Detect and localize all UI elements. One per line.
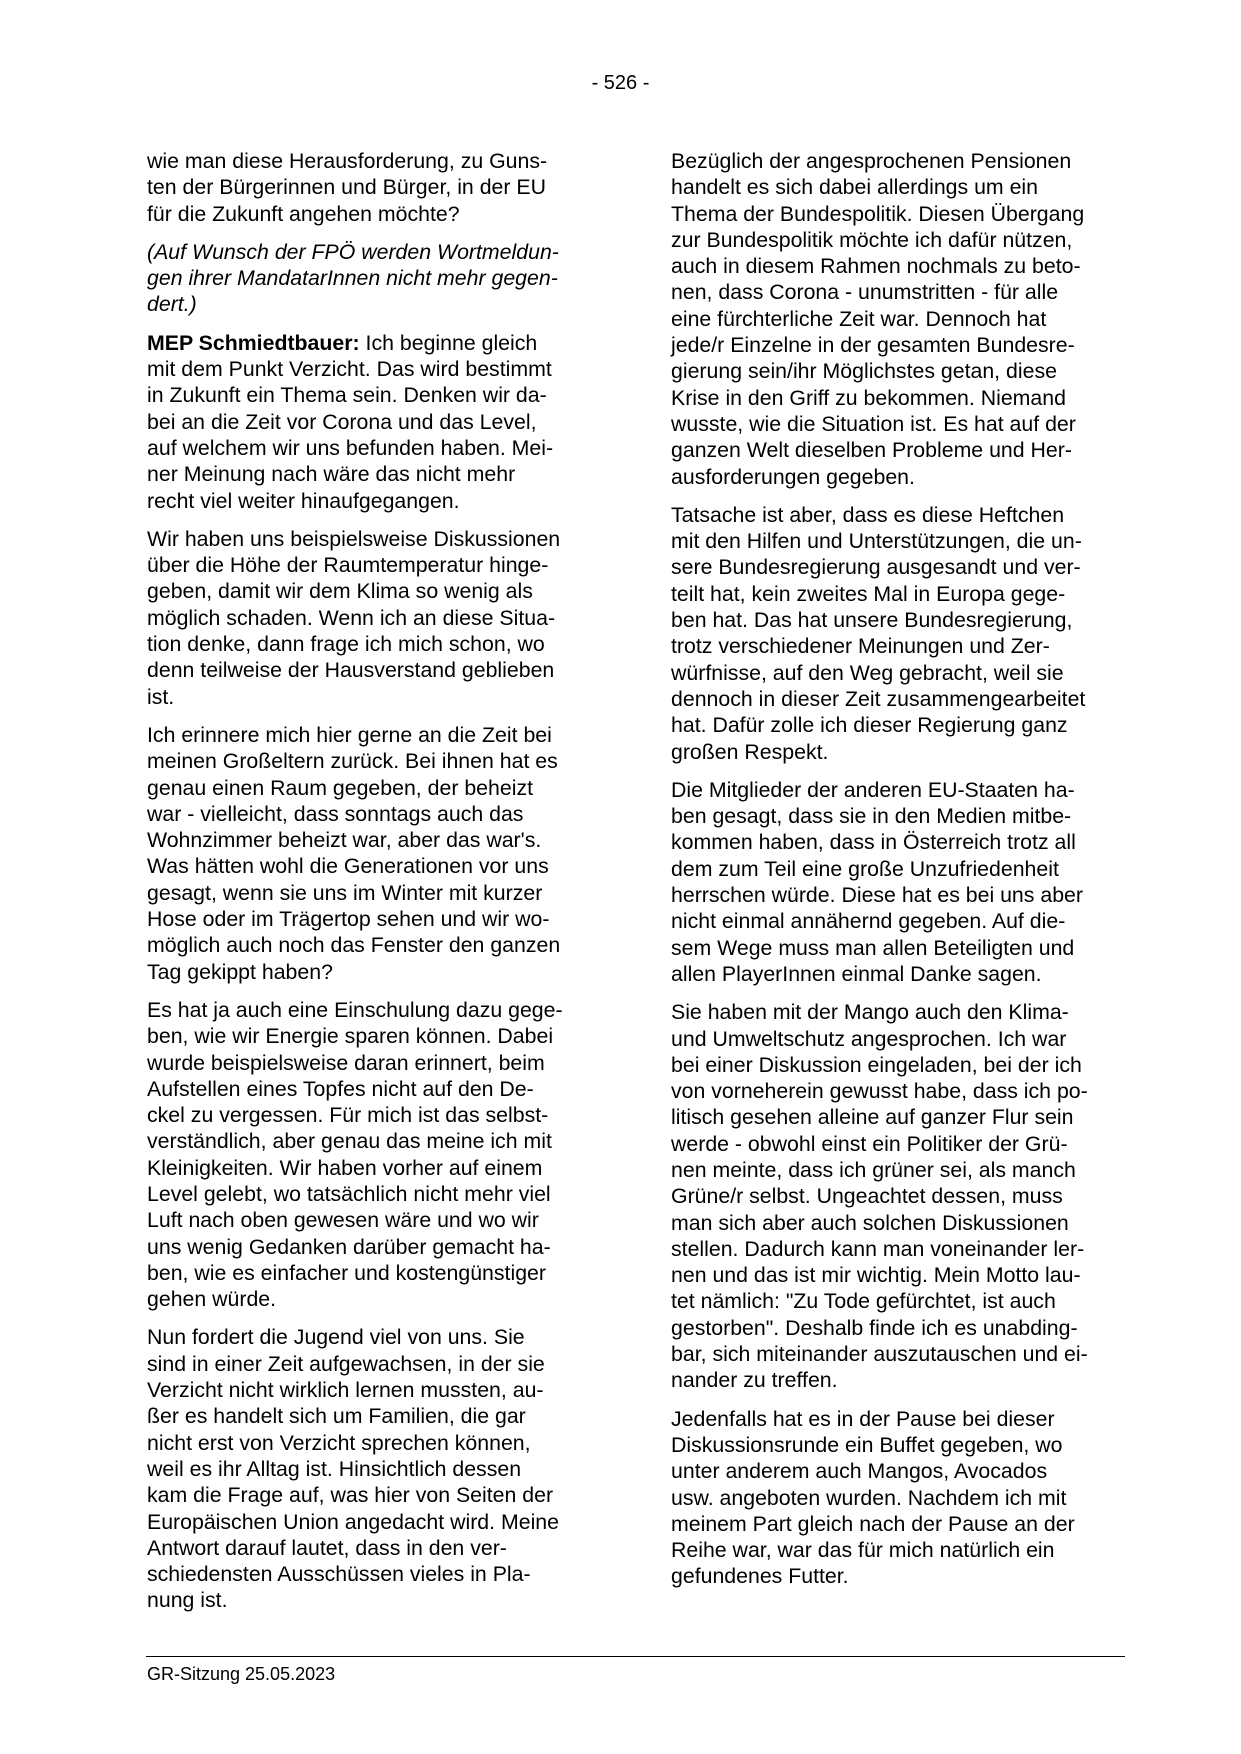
right-paragraph-4: Sie haben mit der Mango auch den Klima- und Umweltschutz angesprochen. Ich war bei einer Diskussion eingeladen, bei der ich von vorneherein gewusst habe, dass ich po- litisch gesehen alleine auf ganzer Flur sein werde - obwohl einst ein Politiker der Grü- nen meinte, dass ich grüner sei, als manch Grüne/r selbst. Ungeachtet dessen, muss man sich aber auch solchen Diskussionen stellen. Dadurch kann man voneinander ler- nen und das ist mir wichtig. Mein Motto lau- tet nämlich: "Zu Tode gefürchtet, ist auch gestorben". Deshalb finde ich es unabding- bar, sich miteinander auszutauschen und ei- nander zu treffen.	[671, 1000, 1088, 1393]
right-column	[671, 148, 1113, 1602]
editorial-note: (Auf Wunsch der FPÖ werden Wortmeldun- gen ihrer MandatarInnen nicht mehr gegen- dert.)	[147, 239, 559, 317]
left-paragraph-7: Nun fordert die Jugend viel von uns. Sie sind in einer Zeit aufgewachsen, in der sie Verzicht nicht wirklich lernen mussten, au- ßer es handelt sich um Familien, die gar nicht erst von Verzicht sprechen können, weil es ihr Alltag ist. Hinsichtlich dessen kam die Frage auf, was hier von Seiten der Europäischen Union angedacht wird. Meine Antwort darauf lautet, dass in den ver- schiedensten Ausschüssen vieles in Pla- nung ist.	[147, 1325, 559, 1613]
speaker-name: MEP Schmiedtbauer:	[147, 330, 360, 355]
right-paragraph-5: Jedenfalls hat es in der Pause bei dieser Diskussionsrunde ein Buffet gegeben, wo unter anderem auch Mangos, Avocados usw. angeboten wurden. Nachdem ich mit meinem Part gleich nach der Pause an der Reihe war, war das für mich natürlich ein gefundenes Futter.	[671, 1406, 1075, 1589]
left-paragraph-4: Wir haben uns beispielsweise Diskussionen über die Höhe der Raumtemperatur hinge- geben, damit wir dem Klima so wenig als möglich schaden. Wenn ich an diese Situa- tion denke, dann frage ich mich schon, wo denn teilweise der Hausverstand geblieben ist.	[147, 526, 561, 709]
left-paragraph-6: Es hat ja auch eine Einschulung dazu gege- ben, wie wir Energie sparen können. Dabei wurde beispielsweise daran erinnert, beim Aufstellen eines Topfes nicht auf den De- ckel zu vergessen. Für mich ist das selbst- verständlich, aber genau das meine ich mit Kleinigkeiten. Wir haben vorher auf einem Level gelebt, wo tatsächlich nicht mehr viel Luft nach oben gewesen wäre und wo wir uns wenig Gedanken darüber gemacht ha- ben, wie es einfacher und kostengünstiger gehen würde.	[147, 997, 563, 1312]
footer-session-date: GR-Sitzung 25.05.2023	[147, 1664, 336, 1684]
speech-text: Ich beginne gleich mit dem Punkt Verzicht. Das wird bestimmt in Zukunft ein Thema sein. Denken wir da- bei an die Zeit vor Corona und das Level, auf welchem wir uns befunden haben. Mei- ner Meinung nach wäre das nicht mehr recht viel weiter hinaufgegangen.	[147, 330, 554, 513]
left-column	[147, 148, 589, 1626]
page-number: - 526 -	[591, 72, 650, 94]
speech-paragraph	[147, 330, 589, 514]
left-paragraph-1: wie man diese Herausforderung, zu Guns- ten der Bürgerinnen und Bürger, in der EU für die Zukunft angehen möchte?	[147, 149, 548, 226]
right-paragraph-2: Tatsache ist aber, dass es diese Heftchen mit den Hilfen und Unterstützungen, die un- sere Bundesregierung ausgesandt und ver- teilt hat, kein zweites Mal in Europa gege- ben hat. Das hat unsere Bundesregierung, trotz verschiedener Meinungen und Zer- würfnisse, auf den Weg gebracht, weil sie dennoch in dieser Zeit zusammengearbeitet hat. Dafür zolle ich dieser Regierung ganz großen Respekt.	[671, 502, 1086, 764]
left-paragraph-5: Ich erinnere mich hier gerne an die Zeit bei meinen Großeltern zurück. Bei ihnen hat es genau einen Raum gegeben, der beheizt war - vielleicht, dass sonntags auch das Wohnzimmer beheizt war, aber das war's. Was hätten wohl die Generationen vor uns gesagt, wenn sie uns im Winter mit kurzer Hose oder im Trägertop sehen und wir wo- möglich auch noch das Fenster den ganzen Tag gekippt haben?	[147, 722, 561, 984]
right-paragraph-1: Bezüglich der angesprochenen Pensionen handelt es sich dabei allerdings um ein Thema der Bundespolitik. Diesen Übergang zur Bundespolitik möchte ich dafür nützen, auch in diesem Rahmen nochmals zu beto- nen, dass Corona - unumstritten - für alle eine fürchterliche Zeit war. Dennoch hat jede/r Einzelne in der gesamten Bundesre- gierung sein/ihr Möglichstes getan, diese Krise in den Griff zu bekommen. Niemand wusste, wie die Situation ist. Es hat auf der ganzen Welt dieselben Probleme und Her- ausforderungen gegeben.	[671, 149, 1085, 489]
right-paragraph-3: Die Mitglieder der anderen EU-Staaten ha- ben gesagt, dass sie in den Medien mitbe- kommen haben, dass in Österreich trotz all dem zum Teil eine große Unzufriedenheit herrschen würde. Diese hat es bei uns aber nicht einmal annähernd gegeben. Auf die- sem Wege muss man allen Beteiligten und allen PlayerInnen einmal Danke sagen.	[671, 777, 1083, 986]
footer-divider	[146, 1656, 1125, 1657]
